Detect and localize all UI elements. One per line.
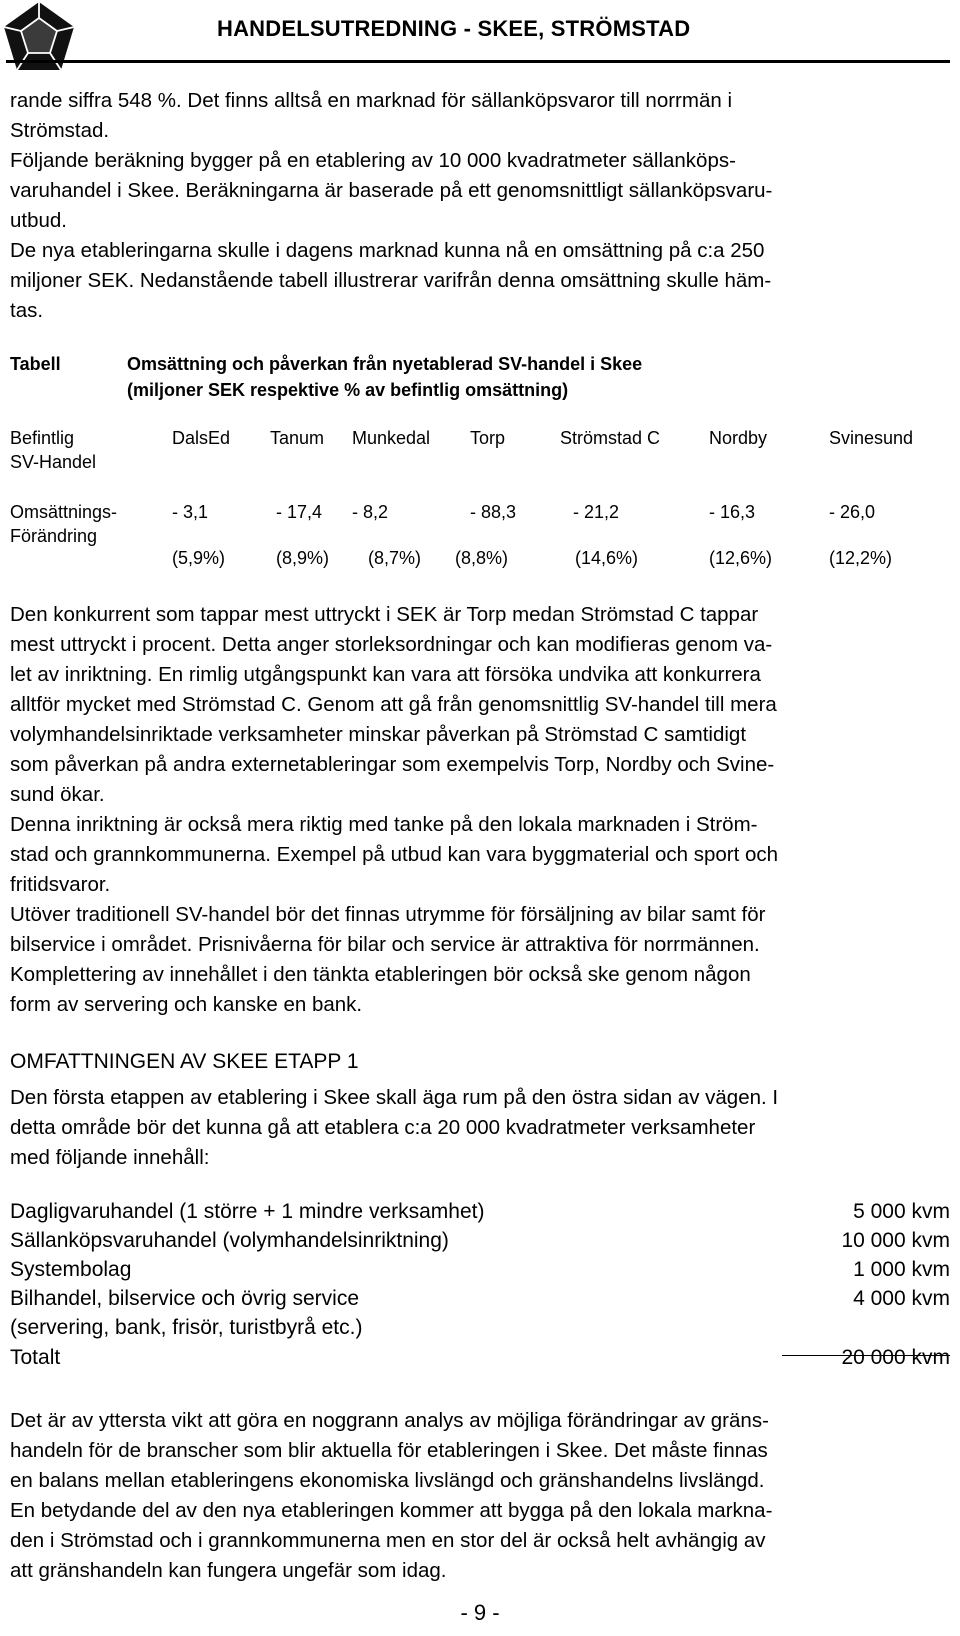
area-label: Sällanköpsvaruhandel (volymhandelsinriktning) [10, 1229, 449, 1252]
column-header: Svinesund [829, 428, 914, 448]
text-line: utbud. [10, 209, 67, 232]
column-header: Munkedal [352, 428, 431, 448]
text-line: Komplettering av innehållet i den tänkta etableringen bör också ske genom någon [10, 963, 751, 986]
text-line: De nya etableringarna skulle i dagens marknad kunna nå en omsättning på c:a 250 [10, 239, 765, 262]
percent-value: (12,6%) [709, 548, 773, 568]
text-line: Det är av yttersta vikt att göra en noggrann analys av möjliga förändringar av gräns- [10, 1409, 769, 1432]
change-value: - 8,2 [352, 502, 389, 522]
text-line: handeln för de branscher som blir aktuella för etableringen i Skee. Det måste finnas [10, 1439, 768, 1462]
list-item [10, 1316, 950, 1346]
row-header-revenue: Omsättnings- [10, 502, 118, 522]
percent-value: (8,7%) [368, 548, 422, 568]
change-value: - 17,4 [276, 502, 323, 522]
row-header-sv-handel: SV-Handel [10, 452, 97, 472]
text-line: Den konkurrent som tappar mest uttryckt i SEK är Torp medan Strömstad C tappar [10, 603, 759, 626]
table-caption-line-2: (miljoner SEK respektive % av befintlig omsättning) [127, 380, 569, 400]
area-value: 20 000 kvm [841, 1346, 950, 1369]
list-item [10, 1258, 950, 1288]
text-line: den i Strömstad och i grannkommunerna men en stor del är också helt avhängig av [10, 1529, 766, 1552]
text-line: med följande innehåll: [10, 1146, 210, 1169]
text-line: Följande beräkning bygger på en etablering av 10 000 kvadratmeter sällanköps- [10, 149, 736, 172]
percent-value: (12,2%) [829, 548, 893, 568]
text-line: tas. [10, 299, 44, 322]
text-line: Den första etappen av etablering i Skee skall äga rum på den östra sidan av vägen. I [10, 1086, 779, 1109]
text-line: sund ökar. [10, 783, 105, 806]
total-row [10, 1346, 950, 1376]
text-line: detta område bör det kunna gå att etablera c:a 20 000 kvadratmeter verksamheter [10, 1116, 756, 1139]
change-value: - 16,3 [709, 502, 756, 522]
closing-paragraph [10, 1406, 950, 1586]
analysis-paragraphs [10, 600, 950, 1020]
area-value: 4 000 kvm [853, 1287, 950, 1310]
list-item [10, 1200, 950, 1230]
text-line: let av inriktning. En rimlig utgångspunkt kan vara att försöka undvika att konkurrera [10, 663, 761, 686]
percent-value: (5,9%) [172, 548, 226, 568]
area-value: 5 000 kvm [853, 1200, 950, 1223]
area-value: 1 000 kvm [853, 1258, 950, 1281]
area-label: Totalt [10, 1346, 61, 1369]
table-label: Tabell [10, 354, 61, 374]
column-header: Strömstad C [560, 428, 661, 448]
text-line: Strömstad. [10, 119, 110, 142]
section-intro [10, 1083, 950, 1173]
row-header-existing: Befintlig [10, 428, 75, 448]
text-line: bilservice i området. Prisnivåerna för bilar och service är attraktiva för norrmännen. [10, 933, 760, 956]
change-value: - 88,3 [470, 502, 517, 522]
area-label: (servering, bank, frisör, turistbyrå etc.) [10, 1316, 363, 1339]
text-line: mest uttryckt i procent. Detta anger storleksordningar och kan modifieras genom va- [10, 633, 773, 656]
list-item [10, 1287, 950, 1317]
change-value: - 21,2 [573, 502, 620, 522]
text-line: att gränshandeln kan fungera ungefär som idag. [10, 1559, 447, 1582]
percent-value: (14,6%) [575, 548, 639, 568]
text-line: Utöver traditionell SV-handel bör det finnas utrymme för försäljning av bilar samt för [10, 903, 766, 926]
header-rule [6, 60, 950, 63]
text-line: volymhandelsinriktade verksamheter minskar påverkan på Strömstad C samtidigt [10, 723, 747, 746]
column-header: Torp [470, 428, 506, 448]
row-header-change: Förändring [10, 526, 98, 546]
text-line: en balans mellan etableringens ekonomiska livslängd och gränshandelns livslängd. [10, 1469, 765, 1492]
page-number: - 9 - [460, 1600, 500, 1625]
text-line: alltför mycket med Strömstad C. Genom att gå från genomsnittlig SV-handel till mera [10, 693, 777, 716]
column-header: Tanum [270, 428, 325, 448]
percent-value: (8,8%) [455, 548, 509, 568]
text-line: form av servering och kanske en bank. [10, 993, 363, 1016]
text-line: rande siffra 548 %. Det finns alltså en marknad för sällanköpsvaror till norrmän i [10, 89, 733, 112]
text-line: miljoner SEK. Nedanstående tabell illustrerar varifrån denna omsättning skulle häm- [10, 269, 772, 292]
text-line: En betydande del av den nya etableringen kommer att bygga på den lokala markna- [10, 1499, 773, 1522]
list-item [10, 1229, 950, 1259]
area-value: 10 000 kvm [841, 1229, 950, 1252]
section-heading: OMFATTNINGEN AV SKEE ETAPP 1 [10, 1050, 359, 1073]
text-line: fritidsvaror. [10, 873, 111, 896]
text-line: som påverkan på andra externetableringar som exempelvis Torp, Nordby och Svine- [10, 753, 775, 776]
area-label: Bilhandel, bilservice och övrig service [10, 1287, 359, 1310]
change-value: - 3,1 [172, 502, 209, 522]
percent-value: (8,9%) [276, 548, 330, 568]
table-caption-line-1: Omsättning och påverkan från nyetablerad SV-handel i Skee [127, 354, 643, 374]
text-line: varuhandel i Skee. Beräkningarna är baserade på ett genomsnittligt sällanköpsvaru- [10, 179, 773, 202]
area-label: Systembolag [10, 1258, 132, 1281]
text-line: stad och grannkommunerna. Exempel på utbud kan vara byggmaterial och sport och [10, 843, 779, 866]
column-header: Nordby [709, 428, 768, 448]
intro-paragraph [10, 86, 950, 326]
column-header: DalsEd [172, 428, 231, 448]
area-label: Dagligvaruhandel (1 större + 1 mindre verksamhet) [10, 1200, 485, 1223]
change-value: - 26,0 [829, 502, 876, 522]
header-title: HANDELSUTREDNING - SKEE, STRÖMSTAD [217, 16, 691, 41]
text-line: Denna inriktning är också mera riktig med tanke på den lokala marknaden i Ström- [10, 813, 758, 836]
